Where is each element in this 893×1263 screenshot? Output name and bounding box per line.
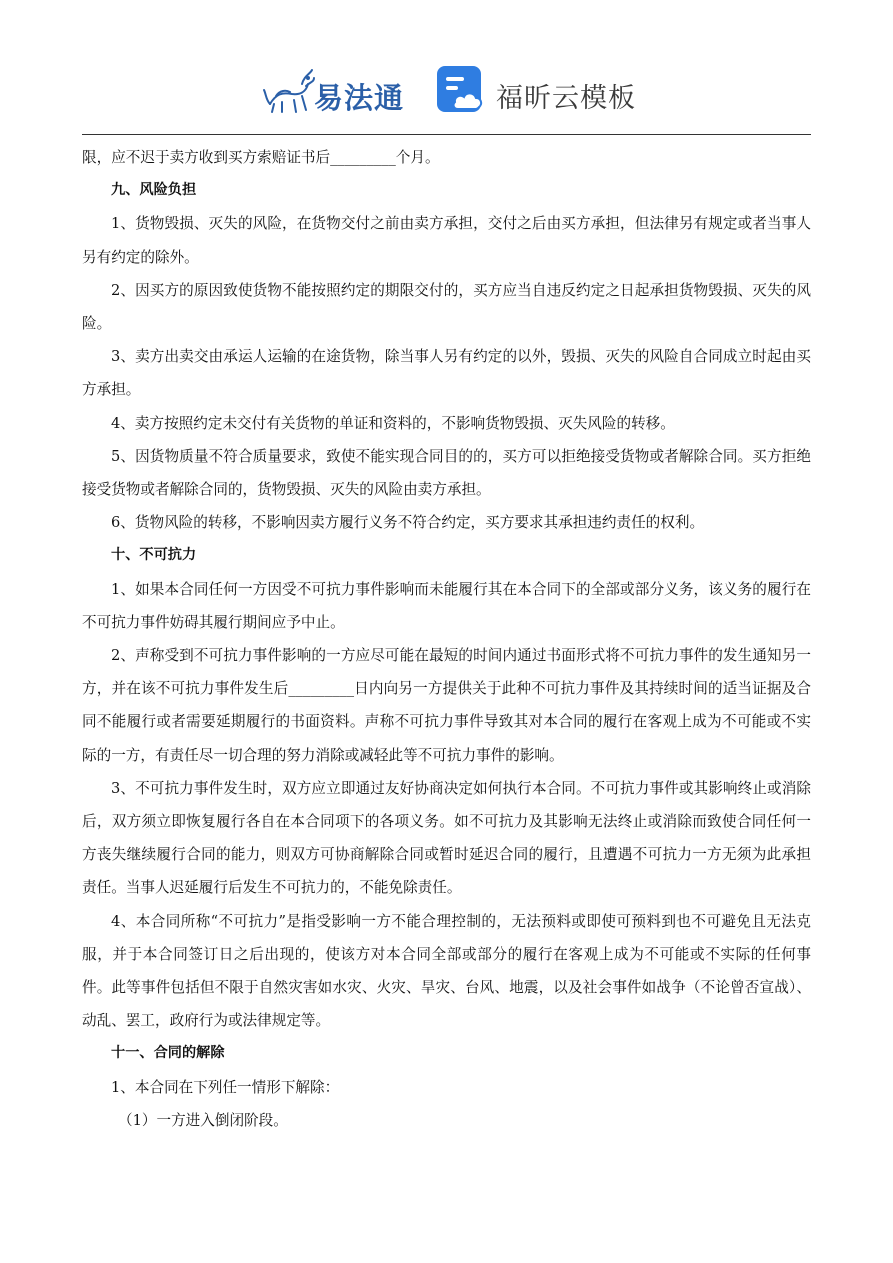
yifatong-logo: [262, 64, 412, 116]
document-body: [82, 141, 811, 1137]
section-heading-force-majeure: 十、不可抗力: [111, 547, 197, 564]
clause-paragraph: 6、货物风险的转移，不影响因卖方履行义务不符合约定，买方要求其承担违约责任的权利。: [111, 514, 705, 532]
clause-paragraph: 5、因货物质量不符合质量要求，致使不能实现合同目的的，买方可以拒绝接受货物或者解除合同。买方拒绝接受货物或者解除合同的，货物毁损、灭失的风险由卖方承担。: [82, 447, 811, 499]
qilin-icon: [262, 64, 316, 116]
clause-paragraph: 1、如果本合同任何一方因受不可抗力事件影响而未能履行其在本合同下的全部或部分义务，该义务的履行在不可抗力事件妨碍其履行期间应予中止。: [82, 580, 811, 631]
clause-paragraph: 4、卖方按照约定未交付有关货物的单证和资料的，不影响货物毁损、灭失风险的转移。: [111, 414, 675, 432]
section-heading-risk: 九、风险负担: [111, 182, 197, 199]
header-divider: [82, 134, 811, 135]
clause-paragraph: 4、本合同所称“不可抗力”是指受影响一方不能合理控制的，无法预料或即使可预料到也不可避免且无法克服，并于本合同签订日之后出现的，使该方对本合同全部或部分的履行在客观上成为不可能或不实际的任何事件。此等事件包括但不限于自然灾害如水灾、火灾、旱灾、台风、地震，以及社会事件如战争（不论曾否宣战）、动乱、罢工，政府行为或法律规定等。: [82, 912, 811, 1030]
clause-paragraph: 3、不可抗力事件发生时，双方应立即通过友好协商决定如何执行本合同。不可抗力事件或其影响终止或消除后，双方须立即恢复履行各自在本合同项下的各项义务。如不可抗力及其影响无法终止或消除而致使合同任何一方丧失继续履行合同的能力，则双方可协商解除合同或暂时延迟合同的履行，且遭遇不可抗力一方无须为此承担责任。当事人迟延履行后发生不可抗力的，不能免除责任。: [82, 779, 811, 897]
page-header: [0, 58, 893, 122]
clause-paragraph: 1、本合同在下列任一情形下解除：: [111, 1078, 340, 1096]
yifatong-logo-text: 易法通: [314, 81, 405, 115]
sub-clause-paragraph: （1）一方进入倒闭阶段。: [118, 1111, 288, 1129]
document-cloud-icon: [436, 65, 486, 115]
foxit-cloud-template-text: 福昕云模板: [496, 83, 636, 114]
section-heading-termination: 十一、合同的解除: [111, 1045, 225, 1062]
clause-paragraph: 2、因买方的原因致使货物不能按照约定的期限交付的，买方应当自违反约定之日起承担货物毁损、灭失的风险。: [82, 281, 811, 333]
clause-paragraph: 2、声称受到不可抗力事件影响的一方应尽可能在最短的时间内通过书面形式将不可抗力事件的发生通知另一方，并在该不可抗力事件发生后_________日内向另一方提供关于此种不可抗力事件及其持续时间的适当证据及合同不能履行或者需要延期履行的书面资料。声称不可抗力事件导致其对本合同的履行在客观上成为不可能或不实际的一方，有责任尽一切合理的努力消除或减轻此等不可抗力事件的影响。: [82, 647, 811, 764]
paragraph-continuation: 限，应不迟于卖方收到买方索赔证书后_________个月。: [82, 149, 440, 166]
clause-paragraph: 3、卖方出卖交由承运人运输的在途货物，除当事人另有约定的以外，毁损、灭失的风险自合同成立时起由买方承担。: [82, 348, 811, 399]
foxit-cloud-template-logo: [436, 64, 646, 116]
clause-paragraph: 1、货物毁损、灭失的风险，在货物交付之前由卖方承担，交付之后由买方承担，但法律另有规定或者当事人另有约定的除外。: [82, 215, 811, 266]
